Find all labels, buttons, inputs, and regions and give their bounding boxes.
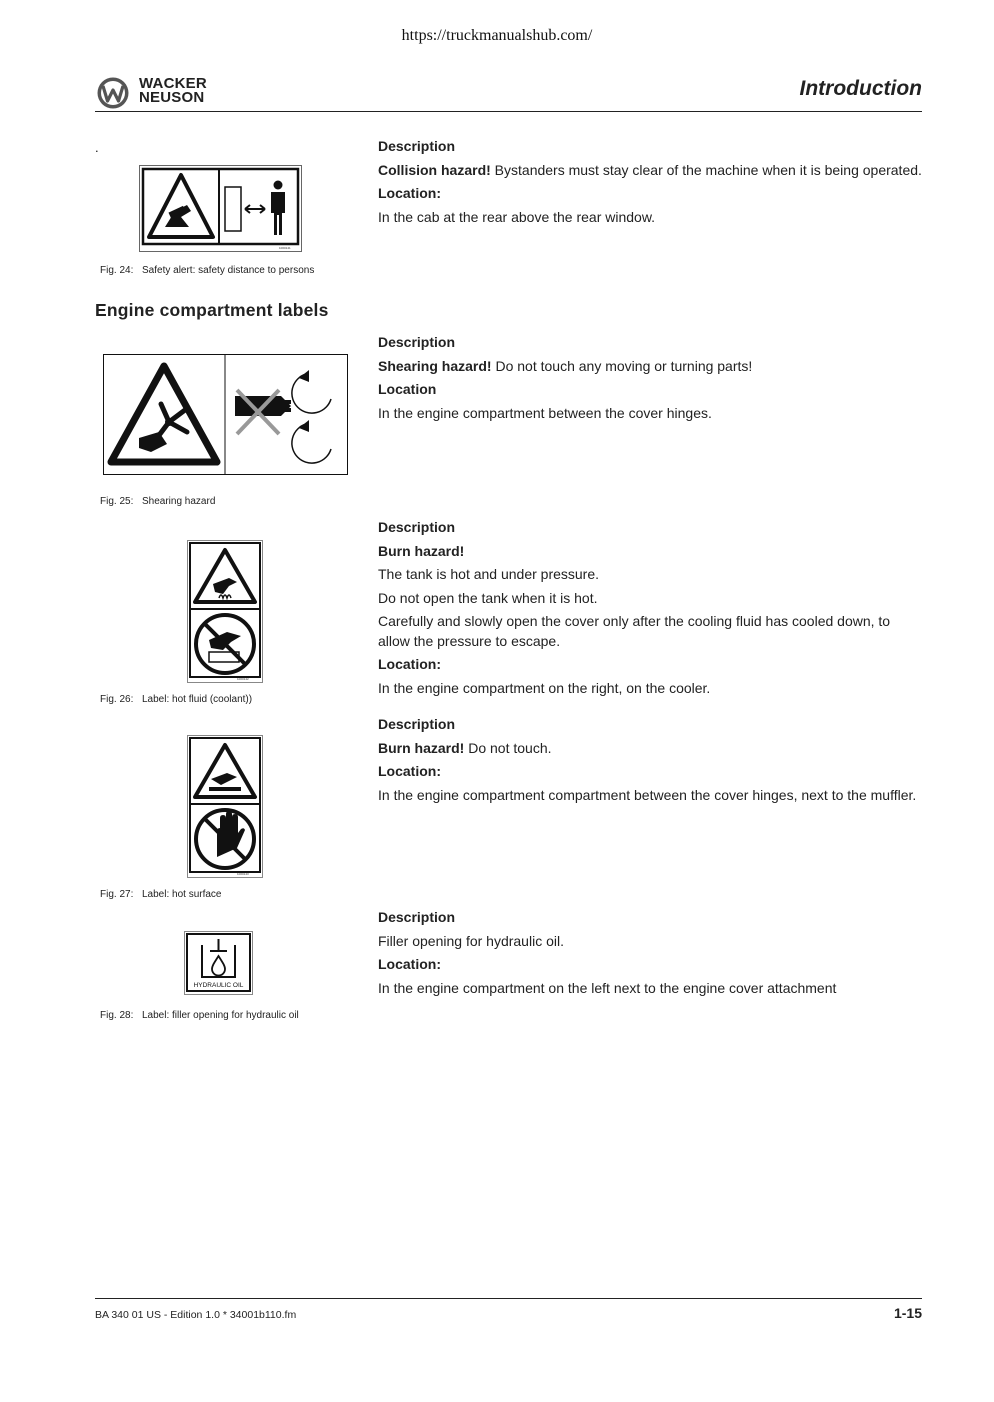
hydraulic-oil-label-text: HYDRAULIC OIL: [193, 982, 244, 989]
location-heading: Location:: [378, 656, 441, 672]
location-text: In the engine compartment on the right, on the cooler.: [378, 679, 711, 696]
brand-line-2: NEUSON: [139, 89, 205, 106]
hazard-name: Burn hazard!: [378, 542, 465, 559]
description-text: [378, 737, 923, 761]
description-heading: Description: [378, 909, 456, 925]
description-heading: Description: [378, 334, 456, 350]
figure-caption-text: Shearing hazard: [142, 496, 216, 507]
location-heading: Location: [378, 381, 437, 397]
figure-caption-text: Label: hot fluid (coolant)): [142, 694, 253, 705]
location-heading: Location:: [378, 763, 441, 779]
location-text: In the cab at the rear above the rear window.: [378, 208, 656, 225]
figure-number: Fig. 26:: [100, 694, 134, 705]
label-description-block: [378, 135, 923, 229]
description-text: Filler opening for hydraulic oil.: [378, 932, 564, 949]
brand-line-1: WACKER: [139, 75, 207, 92]
location-text: In the engine compartment on the left next to the engine cover attachment: [378, 979, 837, 996]
location-heading: Location:: [378, 185, 441, 201]
figure-caption: [100, 694, 252, 705]
hazard-name: Collision hazard!: [378, 161, 491, 178]
figure-caption: [100, 889, 222, 900]
svg-text:1000142: 1000142: [237, 677, 249, 681]
description-line: Carefully and slowly open the cover only after the cooling fluid has cooled down, to allow the pressure to escape.: [378, 613, 891, 649]
hot-surface-label-icon: [187, 735, 263, 878]
section-title: Introduction: [799, 77, 922, 100]
collision-hazard-label-icon: [139, 165, 302, 252]
figure-number: Fig. 24:: [100, 265, 134, 276]
section-heading: Engine compartment labels: [95, 300, 329, 320]
label-description-block: [378, 713, 923, 807]
figure-number: Fig. 28:: [100, 1010, 134, 1021]
figure-caption-text: Label: filler opening for hydraulic oil: [142, 1010, 299, 1021]
hazard-detail: Bystanders must stay clear of the machine when it is being operated.: [490, 161, 922, 178]
label-description-block: [378, 906, 923, 1000]
description-text: [378, 159, 923, 183]
page-number: 1-15: [893, 1305, 922, 1321]
hazard-name: Burn hazard!: [378, 739, 465, 756]
figure-caption: [100, 1010, 299, 1021]
label-description-block: [378, 516, 923, 700]
shearing-hazard-label-icon: [103, 354, 348, 475]
figure-caption: [100, 265, 314, 276]
stray-mark: .: [95, 140, 99, 155]
svg-text:1000141: 1000141: [279, 246, 291, 250]
location-text: In the engine compartment between the cover hinges.: [378, 404, 712, 421]
figure-number: Fig. 27:: [100, 889, 134, 900]
wacker-neuson-emblem-icon: [96, 76, 132, 110]
footer-rule: [95, 1298, 922, 1299]
hot-fluid-label-icon: [187, 540, 263, 683]
header-rule: [95, 111, 922, 112]
figure-caption-text: Label: hot surface: [142, 889, 222, 900]
footer-document-info: BA 340 01 US - Edition 1.0 * 34001b110.fm: [95, 1309, 297, 1321]
description-line: Do not open the tank when it is hot.: [378, 589, 598, 606]
location-heading: Location:: [378, 956, 441, 972]
hazard-detail: Do not touch any moving or turning parts!: [491, 357, 753, 374]
figure-caption-text: Safety alert: safety distance to persons: [142, 265, 315, 276]
description-heading: Description: [378, 519, 456, 535]
wacker-neuson-logo: [96, 76, 226, 110]
description-text: [378, 355, 923, 379]
svg-text:1000143: 1000143: [237, 872, 249, 876]
description-heading: Description: [378, 138, 456, 154]
hydraulic-oil-label-icon: [184, 931, 253, 995]
source-url[interactable]: https://truckmanualshub.com/: [401, 27, 593, 44]
figure-number: Fig. 25:: [100, 496, 134, 507]
label-description-block: [378, 331, 923, 425]
figure-caption: [100, 496, 215, 507]
location-text: In the engine compartment compartment between the cover hinges, next to the muffler.: [378, 786, 917, 803]
hazard-name: Shearing hazard!: [378, 357, 492, 374]
description-line: The tank is hot and under pressure.: [378, 566, 600, 582]
hazard-detail: Do not touch.: [464, 739, 552, 756]
description-heading: Description: [378, 716, 456, 732]
